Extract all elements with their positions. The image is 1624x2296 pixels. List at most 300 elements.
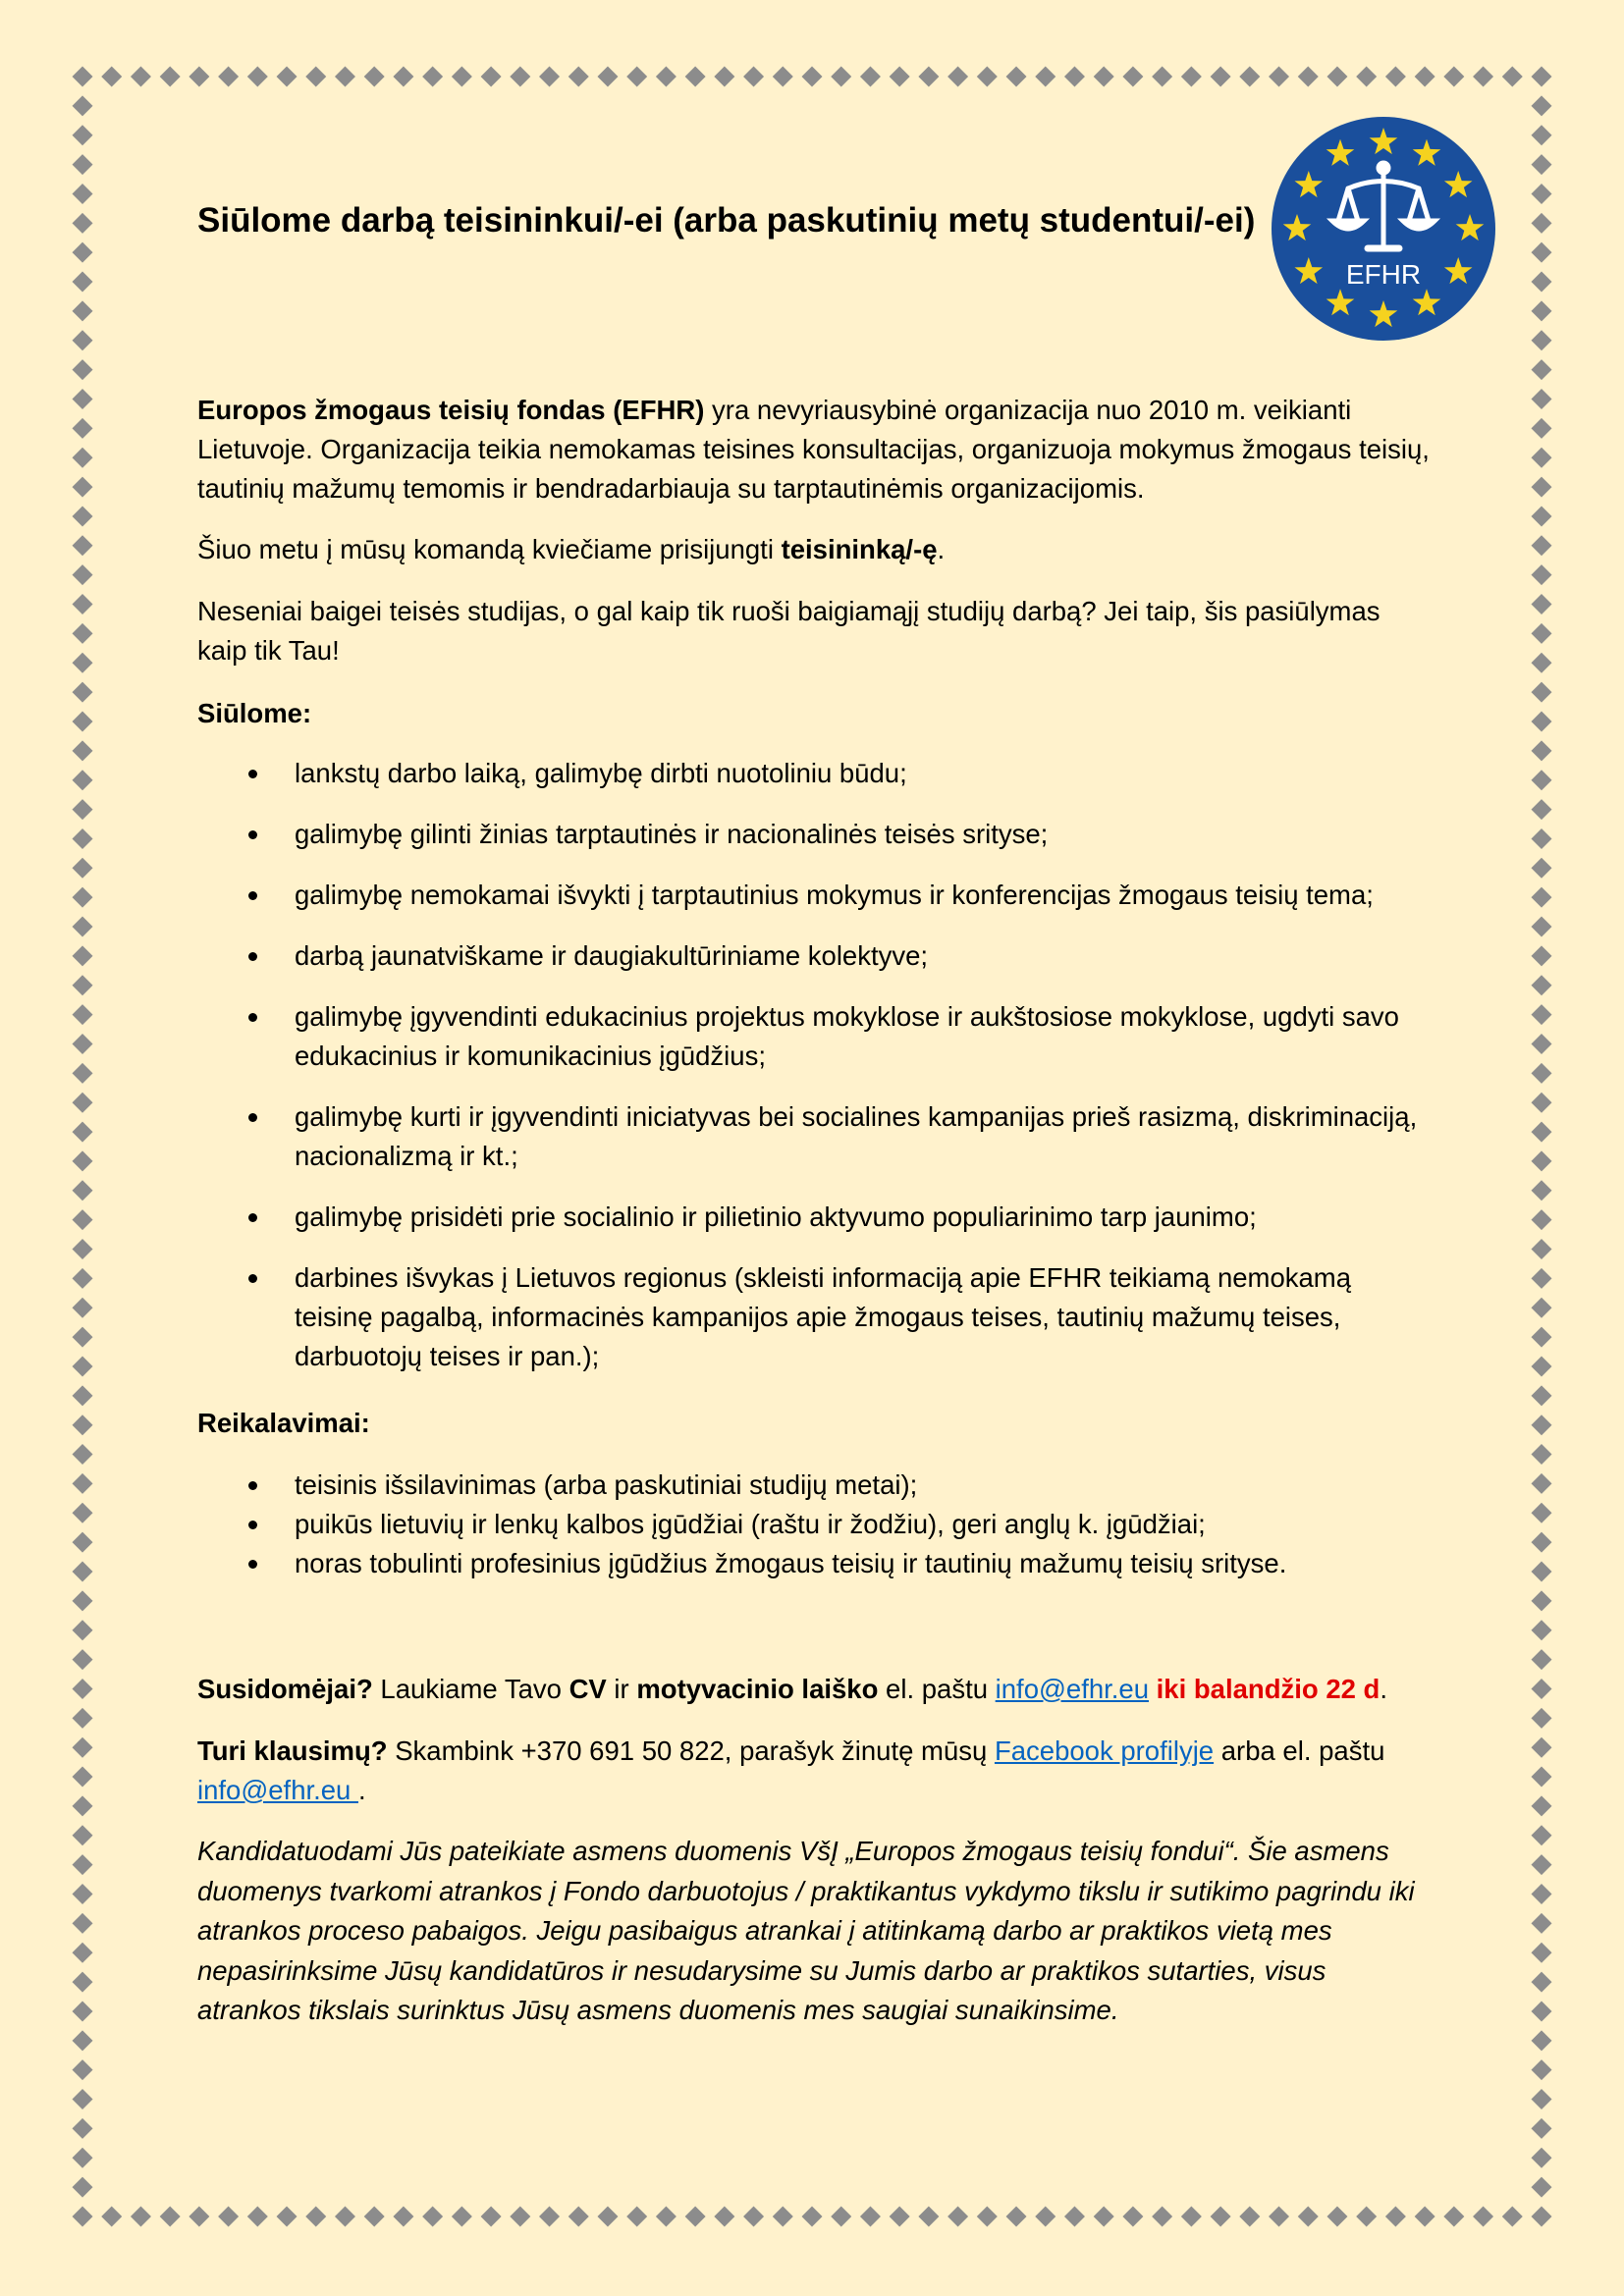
border-diamond-icon [918, 67, 939, 87]
border-diamond-icon [1532, 389, 1552, 409]
border-diamond-icon [73, 1620, 93, 1640]
apply-text-3: el. paštu [878, 1674, 996, 1704]
border-diamond-icon [947, 67, 968, 87]
border-diamond-icon [73, 653, 93, 673]
border-diamond-icon [73, 389, 93, 409]
border-diamond-icon [1532, 1590, 1552, 1611]
border-diamond-icon [1269, 2207, 1289, 2227]
list-item [197, 1198, 1435, 1237]
efhr-logo [1270, 115, 1497, 343]
list-item-text: galimybę kurti ir įgyvendinti iniciatyvas bei socialines kampanijas prieš rasizmą, diskriminaciją, nacionalizmą ir kt.; [295, 1101, 1418, 1171]
list-item-text: darbines išvykas į Lietuvos regionus (skleisti informaciją apie EFHR teikiamą nemokamą teisinę pagalbą, informacinės kampanijos apie žmogaus teises, tautinių mažumų teises, darbuotojų teises ir pan.); [295, 1262, 1351, 1371]
border-diamond-icon [73, 125, 93, 145]
border-diamond-icon [1326, 67, 1347, 87]
requirements-heading: Reikalavimai: [197, 1408, 370, 1438]
border-diamond-icon [743, 2207, 764, 2227]
border-diamond-icon [73, 1385, 93, 1406]
border-diamond-icon [1532, 1795, 1552, 1816]
border-diamond-icon [452, 2207, 472, 2227]
border-diamond-icon [73, 1795, 93, 1816]
border-diamond-icon [1356, 67, 1377, 87]
list-item-text: lankstų darbo laiką, galimybę dirbti nuotoliniu būdu; [295, 758, 907, 788]
border-diamond-icon [305, 2207, 326, 2227]
apply-email-link[interactable]: info@efhr.eu [995, 1674, 1150, 1704]
border-diamond-icon [73, 1122, 93, 1143]
border-diamond-icon [1532, 887, 1552, 908]
border-diamond-icon [73, 711, 93, 731]
border-diamond-icon [1532, 682, 1552, 703]
border-diamond-icon [73, 1444, 93, 1465]
border-diamond-icon [1532, 1854, 1552, 1875]
list-item-text: galimybę nemokamai išvykti į tarptautinius mokymus ir konferencijas žmogaus teisių tema; [295, 880, 1374, 910]
border-diamond-icon [1532, 799, 1552, 820]
border-diamond-icon [1532, 1943, 1552, 1963]
border-diamond-icon [656, 2207, 677, 2227]
border-diamond-icon [1532, 242, 1552, 263]
facebook-link[interactable]: Facebook profilyje [994, 1735, 1215, 1766]
border-diamond-icon [422, 67, 443, 87]
questions-text-1: Skambink +370 691 50 822, parašyk žinutę mūsų [387, 1735, 995, 1766]
border-diamond-icon [831, 67, 851, 87]
border-diamond-icon [1532, 1122, 1552, 1143]
border-diamond-icon [1532, 2148, 1552, 2168]
border-diamond-icon [277, 67, 298, 87]
list-item [197, 1097, 1435, 1176]
border-diamond-icon [73, 2089, 93, 2109]
border-diamond-icon [1532, 67, 1552, 87]
border-diamond-icon [73, 828, 93, 849]
border-diamond-icon [73, 799, 93, 820]
border-diamond-icon [1532, 828, 1552, 849]
border-diamond-icon [1532, 1004, 1552, 1025]
border-diamond-icon [831, 2207, 851, 2227]
border-diamond-icon [481, 2207, 502, 2227]
border-diamond-icon [1006, 2207, 1027, 2227]
border-diamond-icon [1532, 272, 1552, 293]
list-item [197, 936, 1435, 976]
border-diamond-icon [1532, 1767, 1552, 1788]
border-diamond-icon [1064, 67, 1085, 87]
border-diamond-icon [1532, 2001, 1552, 2021]
hook-paragraph: Neseniai baigei teisės studijas, o gal kaip tik ruoši baigiamąjį studijų darbą? Jei taip, šis pasiūlymas kaip tik Tau! [197, 596, 1380, 666]
border-diamond-icon [1532, 975, 1552, 995]
apply-text-1: Laukiame Tavo [372, 1674, 569, 1704]
border-diamond-icon [1532, 1473, 1552, 1494]
border-diamond-icon [1532, 1298, 1552, 1318]
border-diamond-icon [73, 1737, 93, 1758]
border-diamond-icon [73, 1854, 93, 1875]
border-diamond-icon [73, 95, 93, 116]
border-diamond-icon [73, 154, 93, 175]
border-diamond-icon [1532, 1884, 1552, 1904]
page-title: Siūlome darbą teisininkui/-ei (arba paskutinių metų studentui/-ei) [197, 201, 1256, 240]
apply-end: . [1380, 1674, 1387, 1704]
border-diamond-icon [1532, 213, 1552, 234]
border-diamond-icon [1094, 2207, 1114, 2227]
border-diamond-icon [1152, 67, 1172, 87]
border-diamond-icon [1094, 67, 1114, 87]
border-diamond-icon [1532, 1180, 1552, 1201]
border-diamond-icon [73, 858, 93, 879]
border-diamond-icon [73, 2118, 93, 2139]
border-diamond-icon [1532, 1150, 1552, 1171]
invite-role: teisininką/-ę [781, 534, 938, 564]
border-diamond-icon [73, 448, 93, 468]
border-diamond-icon [73, 887, 93, 908]
border-diamond-icon [335, 2207, 355, 2227]
list-item-text: noras tobulinti profesinius įgūdžius žmogaus teisių ir tautinių mažumų teisių srityse. [295, 1548, 1287, 1578]
border-diamond-icon [597, 2207, 618, 2227]
border-diamond-icon [539, 67, 560, 87]
list-item-text: galimybę įgyvendinti edukacinius projektus mokyklose ir aukštosiose mokyklose, ugdyti savo edukacinius ir komunikacinius įgūdžius; [295, 1001, 1399, 1071]
border-diamond-icon [73, 1180, 93, 1201]
border-diamond-icon [1443, 2207, 1464, 2227]
border-diamond-icon [1532, 2207, 1552, 2227]
list-item [197, 815, 1435, 854]
intro-text: yra nevyriausybinė organizacija nuo 2010 m. veikianti Lietuvoje. Organizacija teikia nemokamas teisines konsultacijas, organizuoja mokymus žmogaus teisių, tautinių mažumų temomis ir bendradarbiauja su tarptautinėmis organizacijomis. [197, 395, 1430, 504]
border-diamond-icon [1122, 67, 1143, 87]
border-diamond-icon [685, 67, 706, 87]
border-diamond-icon [1532, 418, 1552, 439]
border-diamond-icon [890, 67, 910, 87]
border-diamond-icon [1532, 917, 1552, 937]
intro-paragraph [197, 391, 1435, 508]
border-diamond-icon [1532, 1209, 1552, 1230]
questions-email-link[interactable]: info@efhr.eu [197, 1775, 358, 1805]
list-item [197, 876, 1435, 915]
offer-heading: Siūlome: [197, 698, 312, 728]
list-item [197, 1466, 1435, 1505]
border-diamond-icon [1532, 300, 1552, 321]
border-diamond-icon [802, 2207, 823, 2227]
border-diamond-icon [277, 2207, 298, 2227]
list-item-text: galimybę prisidėti prie socialinio ir pilietinio aktyvumo populiarinimo tarp jaunimo; [295, 1201, 1257, 1232]
border-diamond-icon [160, 2207, 181, 2227]
border-diamond-icon [73, 300, 93, 321]
border-diamond-icon [73, 1590, 93, 1611]
border-diamond-icon [1532, 711, 1552, 731]
bullet-icon [248, 1213, 257, 1222]
border-diamond-icon [1532, 564, 1552, 585]
border-diamond-icon [1502, 2207, 1523, 2227]
border-diamond-icon [510, 67, 530, 87]
border-diamond-icon [802, 67, 823, 87]
border-diamond-icon [73, 1884, 93, 1904]
border-diamond-icon [73, 1150, 93, 1171]
border-diamond-icon [1532, 448, 1552, 468]
bullet-icon [248, 770, 257, 778]
border-diamond-icon [1211, 67, 1231, 87]
border-diamond-icon [73, 564, 93, 585]
border-diamond-icon [73, 1327, 93, 1348]
border-diamond-icon [73, 1063, 93, 1084]
border-diamond-icon [73, 184, 93, 204]
privacy-disclaimer: Kandidatuodami Jūs pateikiate asmens duomenis VšĮ „Europos žmogaus teisių fondui“. Šie asmens duomenys tvarkomi atrankos į Fondo darbuotojus / praktikantus vykdymo tikslu ir sutikimo pagrindu iki atrankos proceso pabaigos. Jeigu pasibaigus atrankai į atitinkamą darbo ar praktikos vietą mes nepasirinksime Jūsų kandidatūros ir nesudarysime su Jumis darbo ar praktikos sutarties, visus atrankos tikslais surinktus Jūsų asmens duomenis mes saugiai sunaikinsime. [197, 1836, 1415, 2025]
border-diamond-icon [73, 1532, 93, 1553]
border-diamond-icon [73, 770, 93, 790]
border-diamond-icon [1532, 1649, 1552, 1670]
border-diamond-icon [510, 2207, 530, 2227]
apply-lead: Susidomėjai? [197, 1674, 373, 1704]
border-diamond-icon [73, 1972, 93, 1993]
list-item [197, 997, 1435, 1076]
border-diamond-icon [1532, 1679, 1552, 1699]
bullet-icon [248, 1481, 257, 1490]
border-diamond-icon [539, 2207, 560, 2227]
border-diamond-icon [1239, 67, 1260, 87]
logo-text: EFHR [1345, 259, 1422, 290]
border-diamond-icon [773, 67, 793, 87]
border-diamond-icon [714, 67, 734, 87]
border-diamond-icon [1326, 2207, 1347, 2227]
org-name: Europos žmogaus teisių fondas (EFHR) [197, 395, 705, 425]
border-diamond-icon [1064, 2207, 1085, 2227]
list-item-text: teisinis išsilavinimas (arba paskutiniai studijų metai); [295, 1469, 918, 1500]
border-diamond-icon [73, 682, 93, 703]
list-item-text: darbą jaunatviškame ir daugiakultūriniame kolektyve; [295, 940, 929, 971]
list-item [197, 754, 1435, 793]
border-diamond-icon [131, 67, 151, 87]
border-diamond-icon [1532, 770, 1552, 790]
border-diamond-icon [626, 2207, 647, 2227]
border-diamond-icon [1532, 1385, 1552, 1406]
border-diamond-icon [1532, 95, 1552, 116]
border-diamond-icon [218, 67, 239, 87]
border-diamond-icon [1532, 1825, 1552, 1845]
border-diamond-icon [1532, 1620, 1552, 1640]
border-diamond-icon [1532, 945, 1552, 966]
questions-paragraph [197, 1732, 1435, 1810]
border-diamond-icon [73, 1503, 93, 1523]
border-diamond-icon [977, 67, 998, 87]
border-diamond-icon [1502, 67, 1523, 87]
border-diamond-icon [73, 1356, 93, 1376]
bullet-icon [248, 891, 257, 900]
border-diamond-icon [73, 272, 93, 293]
border-diamond-icon [73, 2148, 93, 2168]
border-diamond-icon [73, 917, 93, 937]
border-diamond-icon [73, 330, 93, 350]
border-diamond-icon [1532, 1737, 1552, 1758]
border-diamond-icon [1532, 2059, 1552, 2080]
border-diamond-icon [73, 1093, 93, 1113]
border-diamond-icon [101, 67, 122, 87]
bullet-icon [248, 1521, 257, 1529]
border-diamond-icon [73, 535, 93, 556]
border-diamond-icon [73, 1004, 93, 1025]
border-diamond-icon [1443, 67, 1464, 87]
border-diamond-icon [1532, 1972, 1552, 1993]
border-diamond-icon [160, 67, 181, 87]
border-diamond-icon [1298, 2207, 1319, 2227]
border-diamond-icon [1122, 2207, 1143, 2227]
border-diamond-icon [1035, 67, 1056, 87]
border-diamond-icon [714, 2207, 734, 2227]
border-diamond-icon [1532, 2030, 1552, 2051]
border-diamond-icon [1532, 858, 1552, 879]
border-diamond-icon [73, 1562, 93, 1582]
apply-text-4 [1149, 1674, 1157, 1704]
border-diamond-icon [685, 2207, 706, 2227]
border-diamond-icon [189, 67, 209, 87]
border-diamond-icon [1415, 67, 1435, 87]
border-diamond-icon [481, 67, 502, 87]
border-diamond-icon [1532, 477, 1552, 498]
bullet-icon [248, 1274, 257, 1283]
border-diamond-icon [73, 1239, 93, 1259]
border-diamond-icon [1532, 740, 1552, 761]
border-diamond-icon [1532, 1093, 1552, 1113]
border-diamond-icon [73, 975, 93, 995]
border-diamond-icon [1211, 2207, 1231, 2227]
border-diamond-icon [247, 67, 268, 87]
border-diamond-icon [364, 2207, 385, 2227]
border-diamond-icon [626, 67, 647, 87]
border-diamond-icon [1181, 2207, 1202, 2227]
list-item [197, 1505, 1435, 1544]
invite-paragraph [197, 530, 1435, 569]
border-diamond-icon [73, 1209, 93, 1230]
border-diamond-icon [1532, 2177, 1552, 2198]
border-diamond-icon [73, 1649, 93, 1670]
border-diamond-icon [1532, 1268, 1552, 1289]
apply-cv: CV [568, 1674, 607, 1704]
border-diamond-icon [890, 2207, 910, 2227]
invite-text: Šiuo metu į mūsų komandą kviečiame prisijungti [197, 534, 782, 564]
bullet-icon [248, 1113, 257, 1122]
border-diamond-icon [1532, 1063, 1552, 1084]
bullet-icon [248, 1013, 257, 1022]
border-diamond-icon [73, 67, 93, 87]
border-diamond-icon [1473, 67, 1493, 87]
list-item [197, 1544, 1435, 1583]
border-diamond-icon [1532, 1034, 1552, 1054]
offer-list [197, 754, 1435, 1398]
border-diamond-icon [1532, 1327, 1552, 1348]
requirements-list [197, 1466, 1435, 1583]
bullet-icon [248, 1560, 257, 1569]
border-diamond-icon [568, 2207, 589, 2227]
border-diamond-icon [1269, 67, 1289, 87]
border-diamond-icon [73, 623, 93, 644]
border-diamond-icon [1532, 506, 1552, 526]
border-diamond-icon [189, 2207, 209, 2227]
border-diamond-icon [1298, 67, 1319, 87]
border-diamond-icon [422, 2207, 443, 2227]
border-diamond-icon [1532, 125, 1552, 145]
border-diamond-icon [73, 506, 93, 526]
border-diamond-icon [568, 67, 589, 87]
border-diamond-icon [1532, 2089, 1552, 2109]
border-diamond-icon [1532, 184, 1552, 204]
border-diamond-icon [1532, 594, 1552, 614]
border-diamond-icon [1356, 2207, 1377, 2227]
border-diamond-icon [1532, 1444, 1552, 1465]
list-item-text: galimybę gilinti žinias tarptautinės ir nacionalinės teisės srityse; [295, 819, 1049, 849]
border-diamond-icon [1385, 67, 1406, 87]
border-diamond-icon [1181, 67, 1202, 87]
border-diamond-icon [1532, 154, 1552, 175]
border-diamond-icon [73, 2207, 93, 2227]
bullet-icon [248, 952, 257, 961]
border-diamond-icon [743, 67, 764, 87]
border-diamond-icon [1532, 1503, 1552, 1523]
list-item-text: puikūs lietuvių ir lenkų kalbos įgūdžiai (raštu ir žodžiu), geri anglų k. įgūdžiai; [295, 1509, 1206, 1539]
border-diamond-icon [73, 1913, 93, 1934]
list-item [197, 1258, 1435, 1376]
border-diamond-icon [335, 67, 355, 87]
border-diamond-icon [73, 1268, 93, 1289]
border-diamond-icon [597, 67, 618, 87]
border-diamond-icon [73, 1679, 93, 1699]
border-diamond-icon [947, 2207, 968, 2227]
border-diamond-icon [73, 1034, 93, 1054]
border-diamond-icon [1532, 653, 1552, 673]
border-diamond-icon [860, 2207, 881, 2227]
border-diamond-icon [918, 2207, 939, 2227]
border-diamond-icon [131, 2207, 151, 2227]
border-diamond-icon [364, 67, 385, 87]
border-diamond-icon [1239, 2207, 1260, 2227]
bullet-icon [248, 830, 257, 839]
border-diamond-icon [1532, 623, 1552, 644]
border-diamond-icon [73, 2177, 93, 2198]
border-diamond-icon [73, 1473, 93, 1494]
border-diamond-icon [73, 477, 93, 498]
border-diamond-icon [73, 242, 93, 263]
border-diamond-icon [1385, 2207, 1406, 2227]
border-diamond-icon [73, 945, 93, 966]
border-diamond-icon [1532, 1562, 1552, 1582]
border-diamond-icon [1415, 2207, 1435, 2227]
border-diamond-icon [1532, 1708, 1552, 1729]
border-diamond-icon [73, 2030, 93, 2051]
border-diamond-icon [73, 1943, 93, 1963]
border-diamond-icon [1473, 2207, 1493, 2227]
border-diamond-icon [73, 594, 93, 614]
border-diamond-icon [1006, 67, 1027, 87]
border-diamond-icon [247, 2207, 268, 2227]
questions-text-2: arba el. paštu [1214, 1735, 1385, 1766]
border-diamond-icon [393, 67, 413, 87]
border-diamond-icon [1532, 2118, 1552, 2139]
questions-lead: Turi klausimų? [197, 1735, 388, 1766]
apply-paragraph [197, 1670, 1435, 1709]
border-diamond-icon [305, 67, 326, 87]
border-diamond-icon [1532, 1239, 1552, 1259]
border-diamond-icon [73, 2001, 93, 2021]
border-diamond-icon [73, 1298, 93, 1318]
apply-text-2: ir [606, 1674, 637, 1704]
border-diamond-icon [1532, 1356, 1552, 1376]
border-diamond-icon [1532, 535, 1552, 556]
border-diamond-icon [1532, 1415, 1552, 1435]
border-diamond-icon [773, 2207, 793, 2227]
border-diamond-icon [73, 1825, 93, 1845]
border-diamond-icon [218, 2207, 239, 2227]
border-diamond-icon [73, 359, 93, 380]
border-diamond-icon [1532, 359, 1552, 380]
border-diamond-icon [73, 1767, 93, 1788]
border-diamond-icon [101, 2207, 122, 2227]
invite-end: . [937, 534, 946, 564]
border-diamond-icon [1532, 1532, 1552, 1553]
deadline-text: iki balandžio 22 d [1156, 1674, 1380, 1704]
apply-letter: motyvacinio laiško [636, 1674, 879, 1704]
border-diamond-icon [1532, 330, 1552, 350]
border-diamond-icon [73, 1708, 93, 1729]
border-diamond-icon [860, 67, 881, 87]
